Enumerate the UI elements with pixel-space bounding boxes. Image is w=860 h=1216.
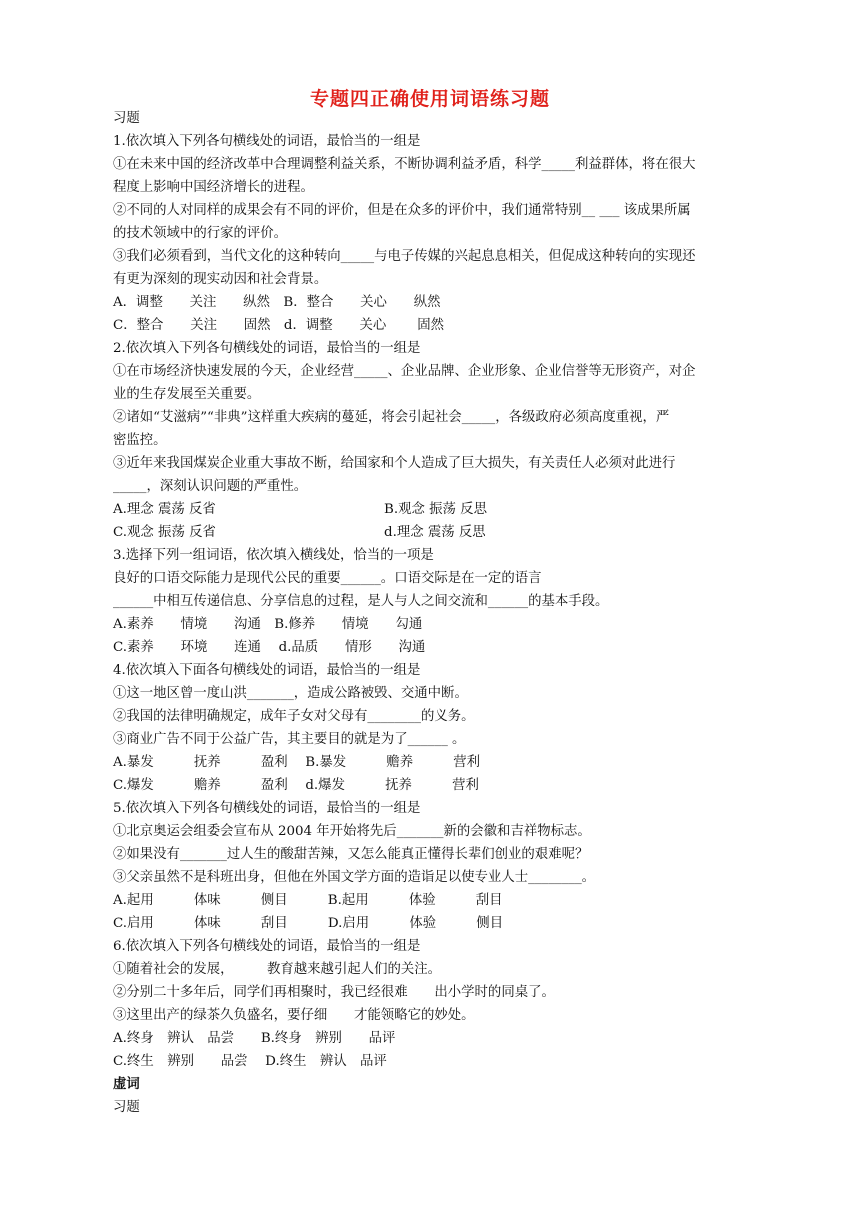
question-2-sentence-1-cont: 业的生存发展至关重要。 bbox=[113, 387, 261, 402]
question-3-options-ab: A.素养 情境 沟通 B.修养 情境 勾通 bbox=[113, 617, 423, 632]
question-2-option-a: A.理念 震荡 反省 bbox=[113, 502, 216, 517]
question-4-options-cd: C.爆发 赡养 盈利 d.爆发 抚养 营利 bbox=[113, 778, 479, 793]
question-5-options-cd: C.启用 体味 刮目 D.启用 体验 侧目 bbox=[113, 916, 504, 931]
question-1-sentence-3-cont: 有更为深刻的现实动因和社会背景。 bbox=[113, 272, 328, 287]
question-3-stem: 3.选择下列一组词语，依次填入横线处，恰当的一项是 bbox=[113, 548, 434, 563]
question-1-sentence-2: ②不同的人对同样的成果会有不同的评价，但是在众多的评价中，我们通常特别__ ___ 该成果所属 bbox=[113, 203, 691, 218]
question-2-sentence-2-cont: 密监控。 bbox=[113, 433, 167, 448]
question-1-sentence-1-cont: 程度上影响中国经济增长的进程。 bbox=[113, 180, 314, 195]
question-4-options-ab: A.暴发 抚养 盈利 B.暴发 赡养 营利 bbox=[113, 755, 481, 770]
question-1-sentence-3: ③我们必须看到，当代文化的这种转向_____与电子传媒的兴起息息相关，但促成这种转向的实现还 bbox=[113, 249, 696, 264]
question-1-sentence-1: ①在未来中国的经济改革中合理调整利益关系，不断协调利益矛盾，科学_____利益群体，将在很大 bbox=[113, 157, 696, 172]
question-2-option-c: C.观念 振荡 反省 bbox=[113, 525, 216, 540]
question-4-sentence-3: ③商业广告不同于公益广告，其主要目的就是为了______ 。 bbox=[113, 732, 466, 747]
question-6-stem: 6.依次填入下列各句横线处的词语，最恰当的一组是 bbox=[113, 939, 421, 954]
question-2-sentence-3: ③近年来我国煤炭企业重大事故不断，给国家和个人造成了巨大损失，有关责任人必须对此进行 bbox=[113, 456, 676, 471]
question-6-options-cd: C.终生 辨别 品尝 D.终生 辨认 品评 bbox=[113, 1054, 387, 1069]
question-6-options-ab: A.终身 辨认 品尝 B.终身 辨别 品评 bbox=[113, 1031, 396, 1046]
question-4-sentence-1: ①这一地区曾一度山洪_______，造成公路被毁、交通中断。 bbox=[113, 686, 468, 701]
section-subheading: 习题 bbox=[113, 1100, 140, 1115]
question-3-passage-cont: ______中相互传递信息、分享信息的过程，是人与人之间交流和______的基本手段。 bbox=[113, 594, 609, 609]
question-1-options-cd: C．整合 关注 固然 d．调整 关心 固然 bbox=[113, 318, 445, 333]
question-3-options-cd: C.素养 环境 连通 d.品质 情形 沟通 bbox=[113, 640, 426, 655]
question-5-sentence-1: ①北京奥运会组委会宣布从 2004 年开始将先后_______新的会徽和吉祥物标志。 bbox=[113, 824, 591, 839]
question-2-sentence-3-cont: _____，深刻认识问题的严重性。 bbox=[113, 479, 308, 494]
question-1-options-ab: A．调整 关注 纵然 B．整合 关心 纵然 bbox=[113, 295, 441, 310]
question-1-sentence-2-cont: 的技术领域中的行家的评价。 bbox=[113, 226, 288, 241]
section-heading-function-words: 虚词 bbox=[113, 1077, 140, 1092]
question-6-sentence-1: ①随着社会的发展， 教育越来越引起人们的关注。 bbox=[113, 962, 442, 977]
question-5-sentence-3: ③父亲虽然不是科班出身，但他在外国文学方面的造诣足以使专业人士________。 bbox=[113, 870, 596, 885]
question-6-sentence-3: ③这里出产的绿茶久负盛名，要仔细 才能领略它的妙处。 bbox=[113, 1008, 475, 1023]
question-4-stem: 4.依次填入下面各句横线处的词语，最恰当的一组是 bbox=[113, 663, 421, 678]
page-title: 专题四正确使用词语练习题 bbox=[309, 88, 550, 110]
section-heading: 习题 bbox=[113, 111, 140, 126]
question-4-sentence-2: ②我国的法律明确规定，成年子女对父母有________的义务。 bbox=[113, 709, 475, 724]
question-2-option-d: d.理念 震荡 反思 bbox=[384, 525, 486, 540]
question-3-passage: 良好的口语交际能力是现代公民的重要______。口语交际是在一定的语言 bbox=[113, 571, 542, 586]
question-5-options-ab: A.起用 体味 侧目 B.起用 体验 刮目 bbox=[113, 893, 503, 908]
question-2-sentence-1: ①在市场经济快速发展的今天，企业经营_____、企业品牌、企业形象、企业信誉等无形资产，对企 bbox=[113, 364, 696, 379]
question-2-sentence-2: ②诸如“艾滋病”“非典”这样重大疾病的蔓延，将会引起社会_____，各级政府必须高度重视，严 bbox=[113, 410, 670, 425]
question-5-sentence-2: ②如果没有_______过人生的酸甜苦辣，又怎么能真正懂得长辈们创业的艰难呢？ bbox=[113, 847, 589, 862]
question-5-stem: 5.依次填入下列各句横线处的词语，最恰当的一组是 bbox=[113, 801, 421, 816]
question-2-stem: 2.依次填入下列各句横线处的词语，最恰当的一组是 bbox=[113, 341, 421, 356]
question-6-sentence-2: ②分别二十多年后，同学们再相聚时，我已经很难 出小学时的同桌了。 bbox=[113, 985, 555, 1000]
question-1-stem: 1.依次填入下列各句横线处的词语，最恰当的一组是 bbox=[113, 134, 421, 149]
question-2-option-b: B.观念 振荡 反思 bbox=[384, 502, 487, 517]
